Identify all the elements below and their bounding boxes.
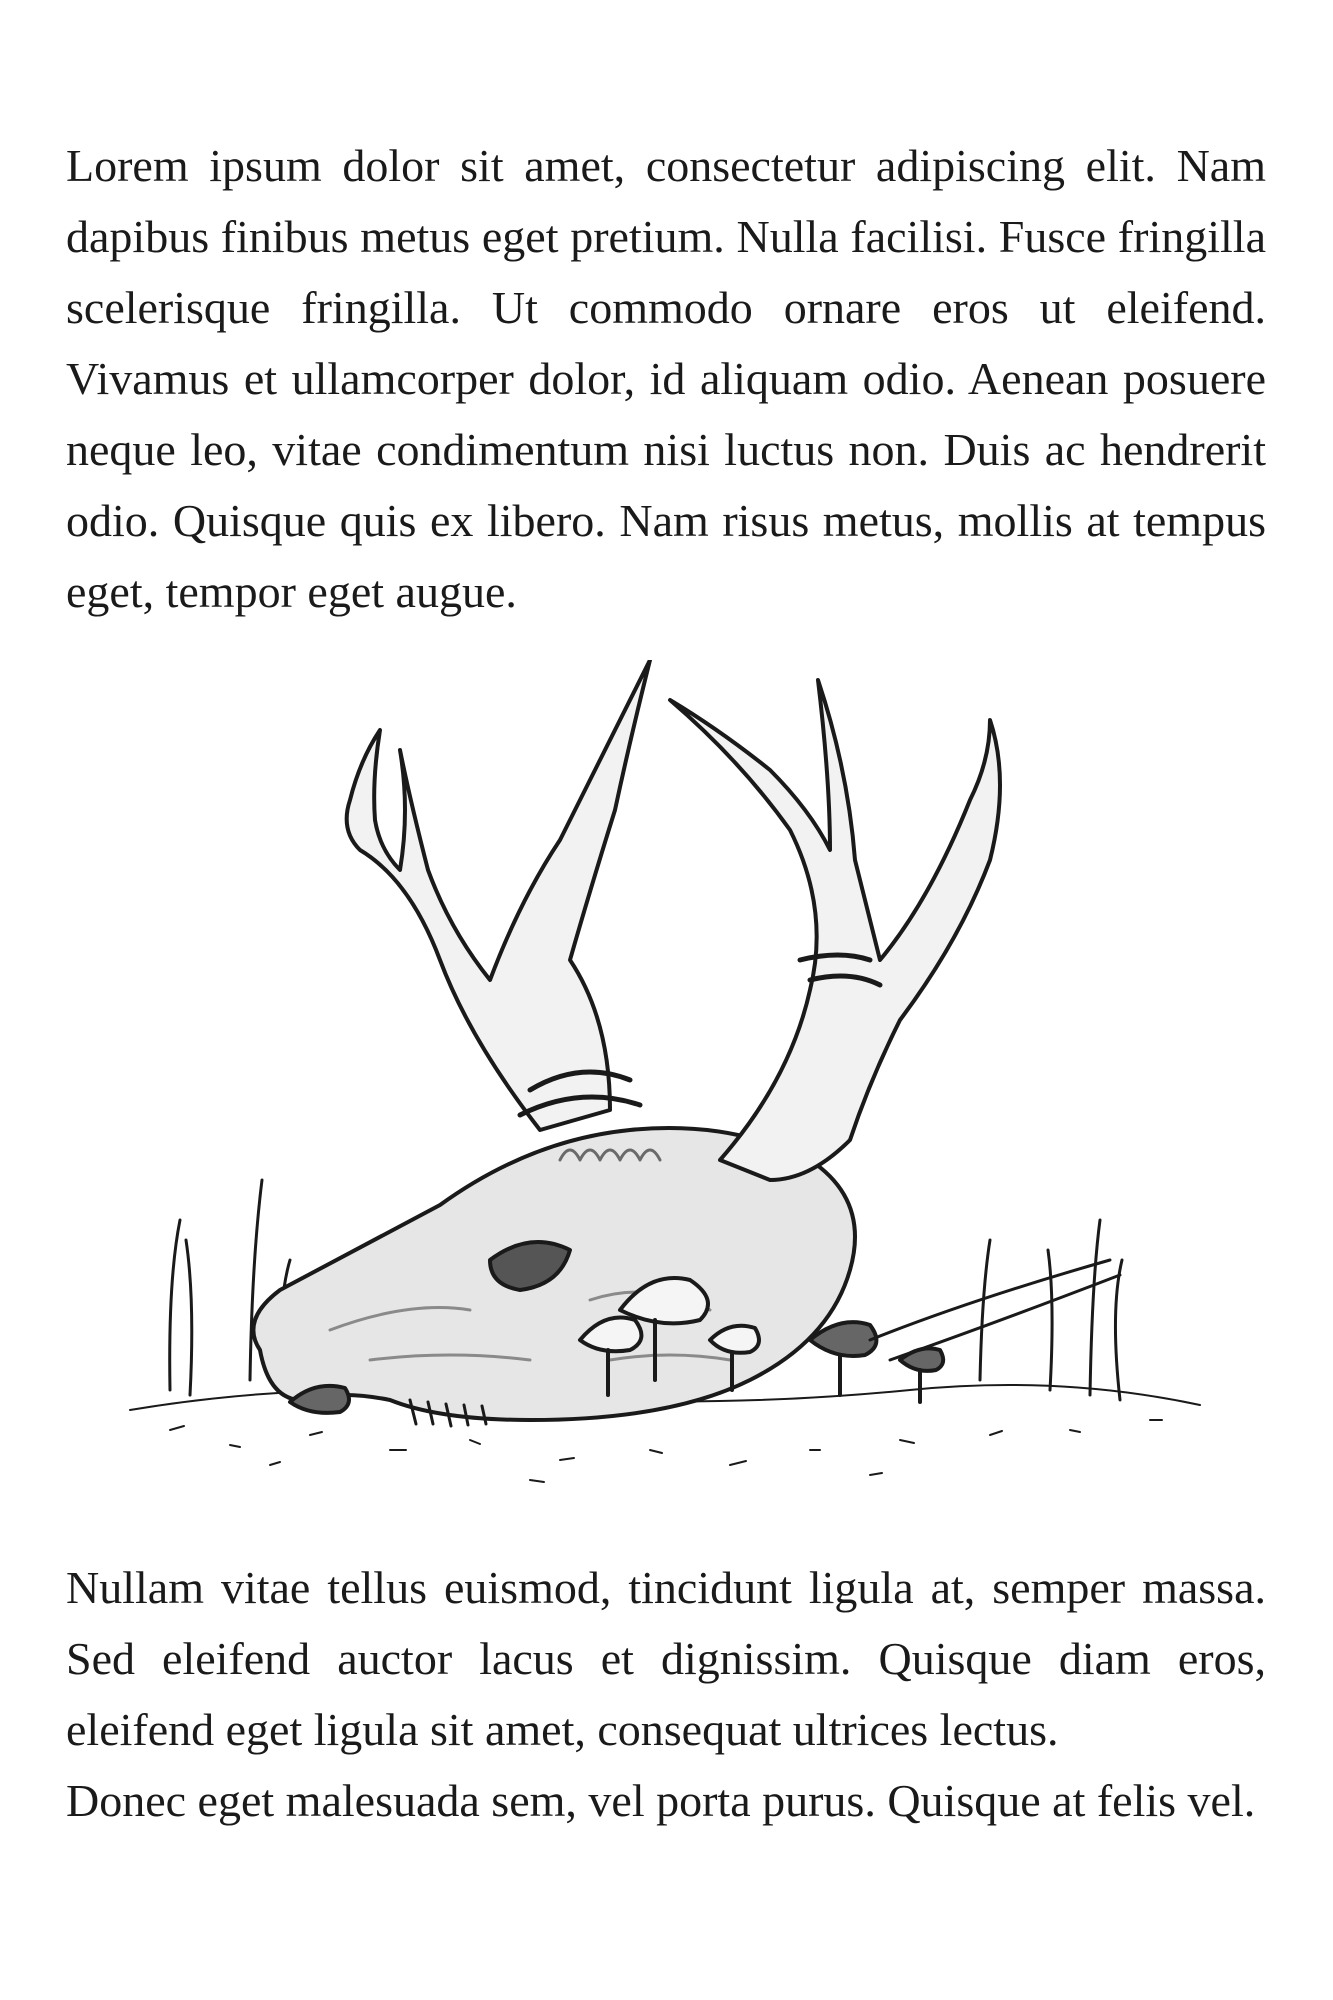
right-antler-icon [670, 680, 1000, 1180]
body-paragraph-1: Lorem ipsum dolor sit amet, consectetur adipiscing elit. Nam dapibus finibus metus eget pretium. Nulla facilisi. Fusce fringilla scelerisque fringilla. Ut commodo ornare eros ut eleifend. Vivamus et ullamcorper dolor, id aliquam odio. Aenean posuere neque leo, vitae condimentum nisi luctus non. Duis ac hendrerit odio. Quisque quis ex libero. Nam risus metus, mollis at tempus eget, tempor eget augue. [66, 140, 1266, 617]
body-paragraph-3: Donec eget malesuada sem, vel porta purus. Quisque at felis vel. [66, 1775, 1256, 1826]
deer-skull-with-antlers-and-mushrooms-icon [110, 660, 1220, 1500]
left-antler-icon [347, 660, 650, 1130]
body-paragraph-2: Nullam vitae tellus euismod, tincidunt ligula at, semper massa. Sed eleifend auctor lacus et dignissim. Quisque diam eros, eleifend eget ligula sit amet, consequat ultrices lectus. [66, 1562, 1266, 1755]
deer-skull-illustration [110, 660, 1220, 1500]
ground-speckles-icon [170, 1420, 1162, 1482]
fallen-branch-icon [870, 1260, 1120, 1360]
